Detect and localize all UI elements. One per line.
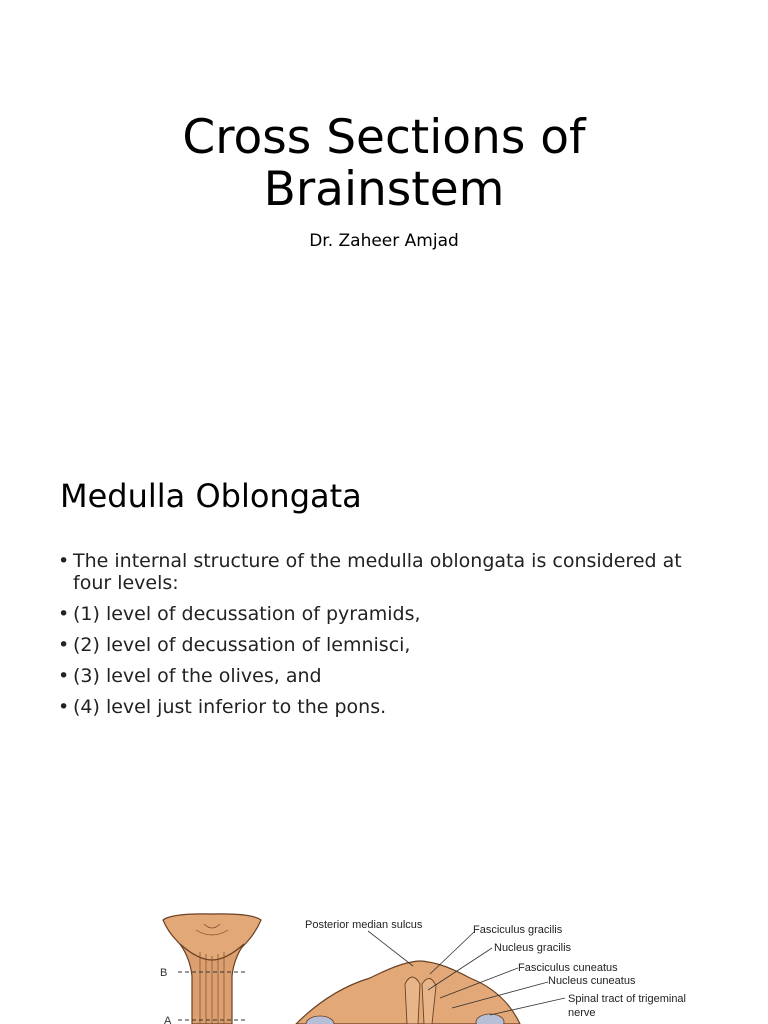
bullet-text: (2) level of decussation of lemnisci, xyxy=(73,634,411,656)
level-letter-b: B xyxy=(160,967,168,979)
title-line-2: Brainstem xyxy=(263,162,505,217)
bullet-icon: • xyxy=(58,603,70,625)
label-posterior-median-sulcus: Posterior median sulcus xyxy=(305,919,423,931)
bullet-icon: • xyxy=(58,550,70,572)
bullet-text: (4) level just inferior to the pons. xyxy=(73,696,387,718)
fasciculus-gracilis-shape xyxy=(405,977,420,1024)
slide-title xyxy=(0,112,768,216)
bullet-text: The internal structure of the medulla oblongata is considered at four levels: xyxy=(73,550,682,594)
bullet-item xyxy=(58,603,718,625)
cross-section-figure xyxy=(296,961,520,1024)
bullet-item xyxy=(58,634,718,656)
bullet-icon: • xyxy=(58,634,70,656)
label-spinal-tract-line-2: nerve xyxy=(568,1007,596,1019)
medulla-slide xyxy=(0,440,768,760)
medulla-cross-section-diagram xyxy=(0,880,768,1024)
title-line-1: Cross Sections of xyxy=(182,110,586,165)
diagram-slide xyxy=(0,880,768,1024)
bullet-item xyxy=(58,696,718,718)
author-subtitle: Dr. Zaheer Amjad xyxy=(309,231,459,251)
bullet-item xyxy=(58,550,718,594)
label-nucleus-gracilis: Nucleus gracilis xyxy=(494,942,572,954)
bullet-text: (1) level of decussation of pyramids, xyxy=(73,603,421,625)
slide-heading: Medulla Oblongata xyxy=(60,477,362,515)
label-spinal-tract-line-1: Spinal tract of trigeminal xyxy=(568,993,686,1005)
label-fasciculus-gracilis: Fasciculus gracilis xyxy=(473,924,563,936)
level-letter-a: A xyxy=(164,1015,172,1024)
bullet-list xyxy=(58,550,718,727)
label-fasciculus-cuneatus: Fasciculus cuneatus xyxy=(518,962,618,974)
label-nucleus-cuneatus: Nucleus cuneatus xyxy=(548,975,636,987)
title-slide xyxy=(0,0,768,340)
brainstem-outline-figure xyxy=(160,914,261,1024)
bullet-text: (3) level of the olives, and xyxy=(73,665,322,687)
bullet-icon: • xyxy=(58,696,70,718)
bullet-icon: • xyxy=(58,665,70,687)
bullet-item xyxy=(58,665,718,687)
